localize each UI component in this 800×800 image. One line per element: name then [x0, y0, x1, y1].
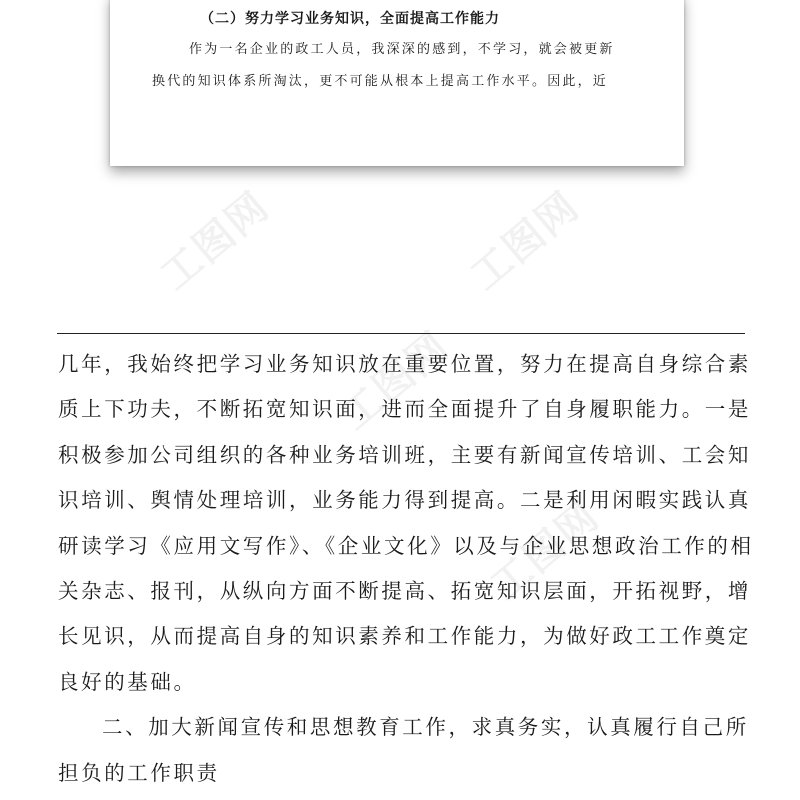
document-preview-card: [110, 0, 684, 166]
body-line: 识培训、舆情处理培训，业务能力得到提高。二是利用闲暇实践认真: [58, 488, 751, 513]
body-line: 几年，我始终把学习业务知识放在重要位置，努力在提高自身综合素: [58, 352, 751, 376]
body-line: 积极参加公司组织的各种业务培训班，主要有新闻宣传培训、工会知: [58, 442, 751, 467]
section-heading-line: 担负的工作职责: [58, 760, 220, 785]
section-heading-line: 二、加大新闻宣传和思想教育工作，求真务实，认真履行自己所: [102, 715, 749, 740]
section-heading: （二）努力学习业务知识，全面提高工作能力: [200, 11, 500, 27]
watermark: 工图网: [332, 323, 459, 440]
body-paragraphs: [58, 342, 754, 796]
watermark: 工图网: [462, 183, 589, 300]
preview-paragraph-line: 作为一名企业的政工人员，我深深的感到，不学习，就会被更新: [189, 42, 615, 57]
body-line: 长见识，从而提高自身的知识素养和工作能力，为做好政工工作奠定: [58, 624, 751, 649]
body-line: 研读学习《应用文写作》、《企业文化》以及与企业思想政治工作的相: [58, 533, 754, 558]
body-line: 良好的基础。: [58, 669, 197, 694]
page-divider: [57, 333, 745, 334]
watermark: 工图网: [152, 183, 279, 300]
watermark: 工图网: [482, 493, 609, 610]
body-line: 关杂志、报刊，从纵向方面不断提高、拓宽知识层面，开拓视野，增: [58, 578, 751, 603]
preview-paragraph-line: 换代的知识体系所淘汰，更不可能从根本上提高工作水平。因此，近: [152, 74, 609, 89]
body-line: 质上下功夫，不断拓宽知识面，进而全面提升了自身履职能力。一是: [58, 397, 751, 422]
